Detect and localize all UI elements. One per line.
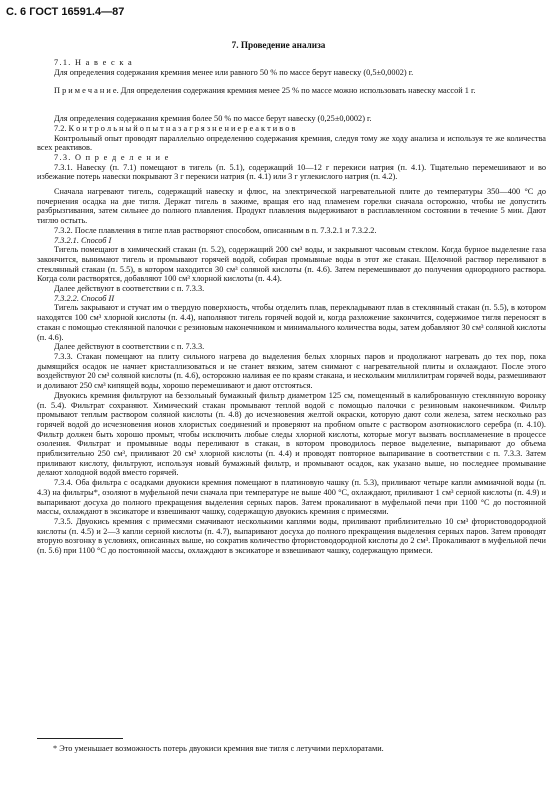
section-title: 7. Проведение анализа bbox=[231, 40, 326, 50]
subsection-heading-7-2: 7.2. К о н т р о л ь н ы й о п ы т н а з а г р я з н е н и е р е а к т и в о в bbox=[54, 123, 296, 133]
paragraph: Контрольный опыт проводят параллельно определению содержания кремния, следуя тому же ходу анализа и используя те же количества всех реактивов. bbox=[37, 133, 546, 153]
paragraph: Сначала нагревают тигель, содержащий навеску и флюс, на электрической нагревательной плите до температуры 350—400 °С до почернения осадка на дне тигля. Держат тигель в зажиме, вращая его над пламенем горелки сначала осторожно, чтобы не допустить разбрызгивания, затем сильнее до полного плавления. Продукт плавления выдерживают в расплавленном состоянии в течение 5 мин. Дают тиглю остыть. bbox=[37, 187, 546, 226]
paragraph: Далее действуют в соответствии с п. 7.3.3. bbox=[54, 342, 205, 352]
paragraph: Двуокись кремния фильтруют на беззольный бумажный фильтр диаметром 125 см, помещенный в калиброванную стеклянную воронку (п. 5.4). Фильтрат сохраняют. Химический стакан промывают теплой водой с помощью палочки с резиновым наконечником. Фильтр промывают теплым раствором соляной кислоты (п. 4.8) до исчезновения желтой окраски, которую дают соли железа, затем несколько раз горячей водой до исчезновения ионов хлористых соединений и проверяют на пробном опыте с раствором азотнокислого серебра (п. 4.10). Фильтр должен быть хорошо промыт, чтобы исключить любые следы хлорной кислоты, которые могут вызвать воспламенение в процессе озоления. Фильтрат и промывные воды переливают в стакан, в котором проводилось первое выделение, выпаривают до объема приблизительно 250 см³, приливают 20 см³ хлорной кислоты (п. 4.4) и проводят повторное выпаривание в соответствии с п. 7.3.3. Затем приливают кислоту, фильтруют, используя новый бумажный фильтр, и промывают осадок, как указано выше, но последнее промывание делают холодной водой вместо горячей. bbox=[37, 390, 546, 478]
paragraph: 7.3.4. Оба фильтра с осадками двуокиси кремния помещают в платиновую чашку (п. 5.3), приливают четыре капли аммиачной воды (п. 4.3) на фильтры*, озоляют в муфельной печи сначала при температуре не выше 400 °С, охлаждают, приливают 1 см³ серной кислоты (п. 4.9) и выпаривают досуха до полного прекращения выделения серных паров. Затем прокаливают в муфельной печи при 1100 °С до постоянной массы, охлаждают в эксикаторе и взвешивают чашку, содержащую двуокись кремния с примесями. bbox=[37, 478, 546, 517]
paragraph: 7.3.3. Стакан помещают на плиту сильного нагрева до выделения белых хлорных паров и продолжают нагревать до тех пор, пока дымящийся осадок не начнет кристаллизоваться и не станет вязким, затем снимают с нагревательной плиты и охлаждают. После этого воздействуют 20 см³ соляной кислоты (п. 4.6), осторожно наливая ее по краям стакана, и нескольким миллилитрам горячей воды, размешивают и доливают 250 см³ кипящей воды, хорошо перемешивают и дают отстояться. bbox=[37, 351, 546, 391]
paragraph: Далее действуют в соответствии с п. 7.3.3. bbox=[54, 284, 205, 294]
footnote: * Это уменьшает возможность потерь двуокиси кремния вне тигля с летучими перхлоратами. bbox=[53, 744, 384, 753]
method-heading-2: 7.3.2.2. Способ II bbox=[54, 293, 115, 303]
paragraph: 7.3.2. После плавления в тигле плав растворяют способом, описанным в п. 7.3.2.1 и 7.3.2.2. bbox=[54, 225, 377, 235]
paragraph: 7.3.1. Навеску (п. 7.1) помещают в тигель (п. 5.1), содержащий 10—12 г перекиси натрия (п. 4.1). Тщательно перемешивают и во избежание потерь навески покрывают 3 г перекиси натрия (п. 4.1) или 3 г углекислого натрия (п. 4.2). bbox=[37, 162, 546, 182]
footnote-divider bbox=[37, 738, 123, 739]
paragraph: Для определения содержания кремния более 50 % по массе берут навеску (0,25±0,0002) г. bbox=[54, 114, 372, 124]
paragraph: Тигель закрывают и стучат им о твердую поверхность, чтобы отделить плав, перекладывают плав в стеклянный стакан (п. 5.5), в котором находятся 100 см³ хлорной кислоты (п. 4.4), наполняют тигель горячей водой и, когда разложение закончится, содержимое тигля переносят в стакан с помощью стеклянной палочки с резиновым наконечником и минимального количества воды, затем добавляют 30 см³ соляной кислоты (п. 4.6). bbox=[37, 303, 546, 342]
method-heading-1: 7.3.2.1. Способ I bbox=[54, 235, 112, 245]
paragraph: Тигель помещают в химический стакан (п. 5.2), содержащий 200 см³ воды, и закрывают часовым стеклом. Когда бурное выделение газа закончится, вынимают тигель и промывают горячей водой, собирая промывные воды в этот же стакан. Щелочной раствор переливают в стеклянный стакан (п. 5.5), в котором находится 30 см³ соляной кислоты (п. 4.6). Затем перемешивают до получения однородного раствора. Когда соли растворятся, добавляют 100 см³ хлорной кислоты (п. 4.4). bbox=[37, 245, 546, 284]
subsection-heading-7-3: 7.3. О п р е д е л е н и е bbox=[54, 152, 170, 162]
page-header: С. 6 ГОСТ 16591.4—87 bbox=[6, 6, 125, 18]
subsection-heading-7-1: 7.1. Н а в е с к а bbox=[54, 58, 134, 67]
note-paragraph: П р и м е ч а н и е. Для определения содержания кремния менее 25 % по массе можно использовать навеску массой 1 г. bbox=[54, 86, 476, 96]
paragraph: Для определения содержания кремния менее или равного 50 % по массе берут навеску (0,5±0,0002) г. bbox=[54, 67, 414, 77]
document-body bbox=[37, 58, 546, 556]
paragraph: 7.3.5. Двуокись кремния с примесями смачивают несколькими каплями воды, приливают приблизительно 10 см³ фтористоводородной кислоты (п. 4.5) и 2—3 капли серной кислоты (п. 4.7), выпаривают досуха до полного прекращения выделения серных паров. Затем проводят вторую возгонку в условиях, описанных выше, но сократив количество фтористоводородной кислоты до 2 см³. Прокаливают в муфельной печи (п. 5.6) при 1100 °С до постоянной массы, охлаждают в эксикаторе и взвешивают чашку, содержащую примеси. bbox=[37, 516, 546, 556]
